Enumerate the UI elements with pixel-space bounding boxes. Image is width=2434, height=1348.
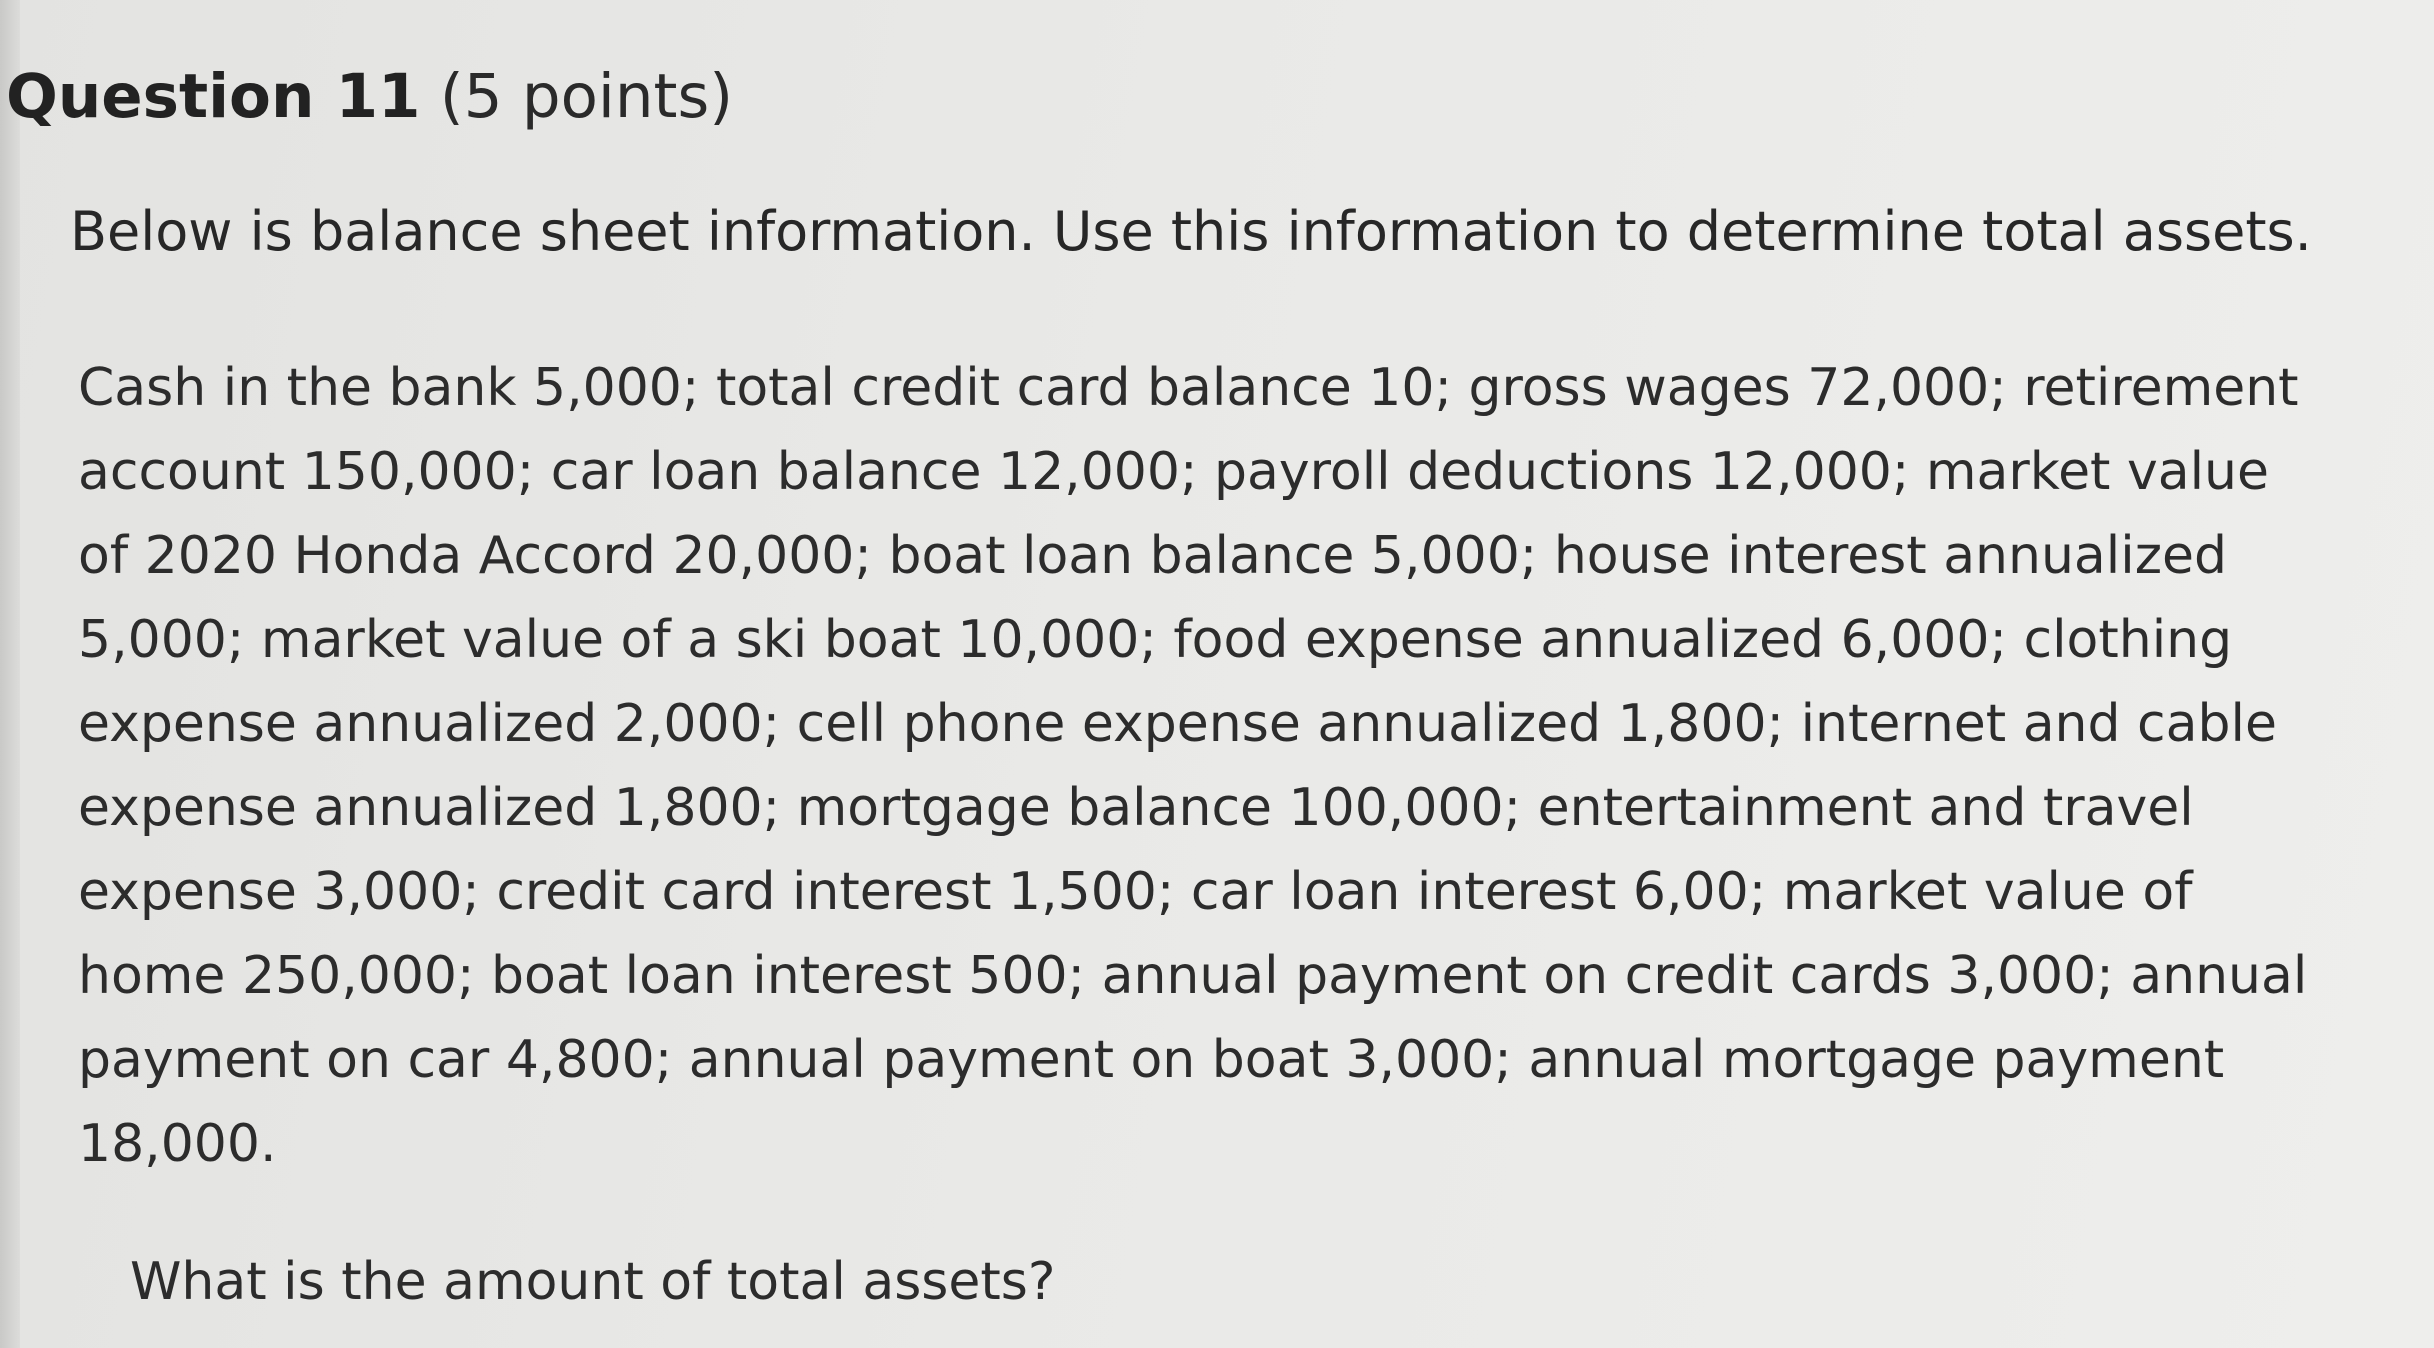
details-line: home 250,000; boat loan interest 500; annual payment on credit cards 3,000; annual: [78, 946, 2308, 1006]
details-line: 5,000; market value of a ski boat 10,000; food expense annualized 6,000; clothing: [78, 610, 2233, 670]
details-line: payment on car 4,800; annual payment on boat 3,000; annual mortgage payment: [78, 1030, 2225, 1090]
details-line: of 2020 Honda Accord 20,000; boat loan balance 5,000; house interest annualized: [78, 526, 2227, 586]
question-intro: Below is balance sheet information. Use this information to determine total assets.: [70, 200, 2312, 263]
details-line: expense annualized 2,000; cell phone expense annualized 1,800; internet and cable: [78, 694, 2277, 754]
details-line: 18,000.: [78, 1114, 277, 1174]
question-prompt: What is the amount of total assets?: [130, 1252, 1056, 1312]
details-line: Cash in the bank 5,000; total credit card balance 10; gross wages 72,000; retirement: [78, 358, 2299, 418]
question-points: (5 points): [439, 61, 734, 132]
question-header: [6, 62, 733, 132]
screen-left-edge: [0, 0, 20, 1348]
balance-sheet-details: [78, 346, 2338, 1186]
question-title: Question 11: [6, 61, 421, 132]
details-line: expense annualized 1,800; mortgage balance 100,000; entertainment and travel: [78, 778, 2194, 838]
details-line: account 150,000; car loan balance 12,000; payroll deductions 12,000; market value: [78, 442, 2270, 502]
details-line: expense 3,000; credit card interest 1,500; car loan interest 6,00; market value of: [78, 862, 2193, 922]
